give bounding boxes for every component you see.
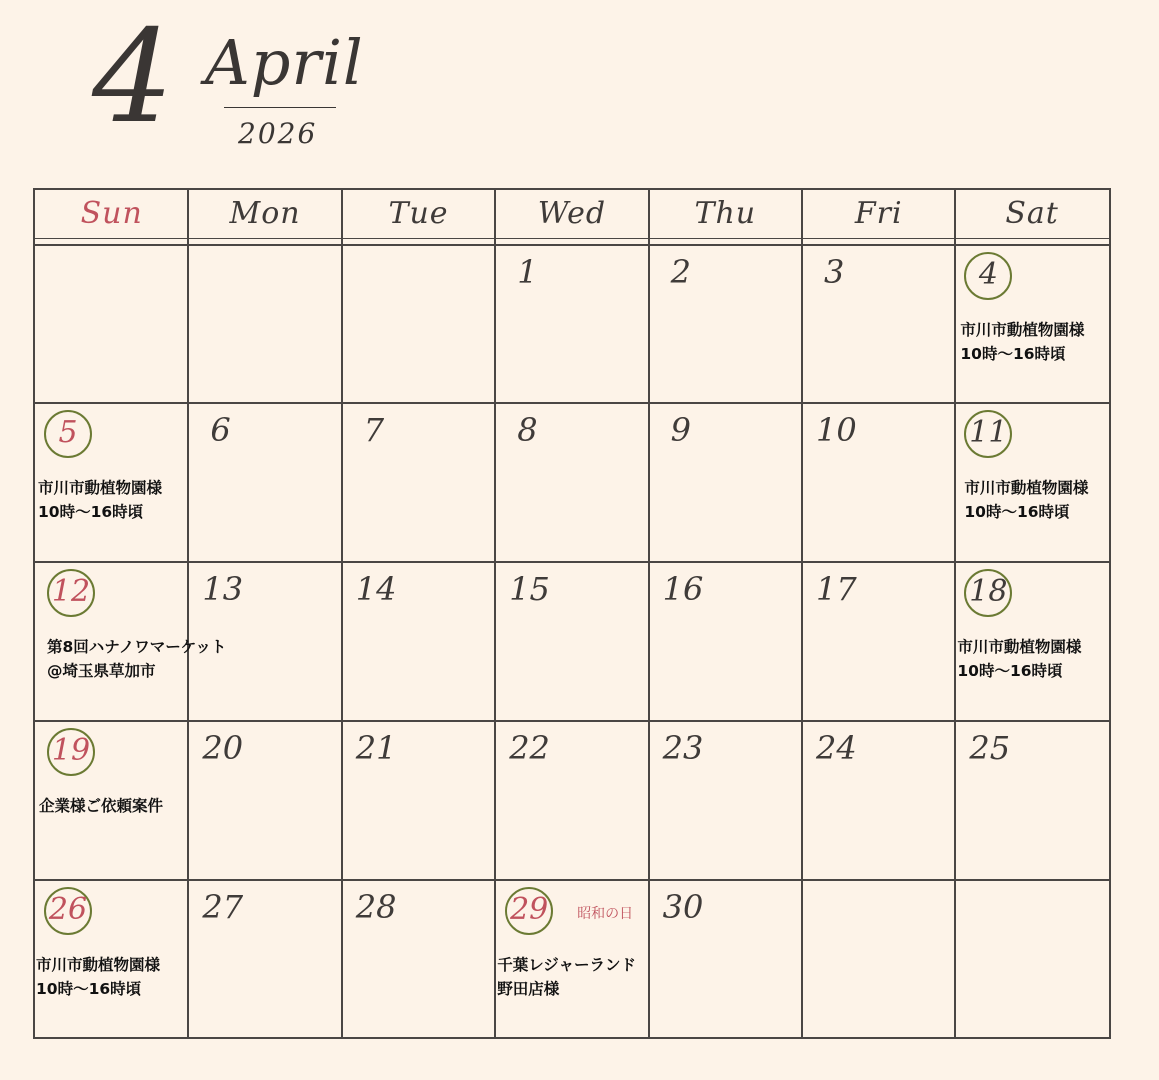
day-cell-13[interactable] [188, 563, 341, 721]
day-cell-5[interactable] [35, 404, 188, 562]
event-day-circle: 18 [964, 569, 1012, 617]
day-cell-8[interactable] [495, 404, 648, 562]
day-number: 16 [662, 570, 704, 608]
year: 2026 [238, 117, 318, 150]
day-cell-17[interactable] [802, 563, 955, 721]
month-grid [33, 188, 1111, 1039]
event-day-circle: 19 [47, 728, 95, 776]
day-number: 14 [355, 570, 397, 608]
day-cell-2[interactable] [649, 246, 802, 404]
day-number: 10 [816, 411, 857, 449]
event-line: 10時～16時頃 [38, 503, 144, 521]
event-note [497, 953, 636, 1001]
day-number: 8 [517, 411, 538, 449]
day-cell-22[interactable] [495, 722, 648, 880]
day-cell-7[interactable] [342, 404, 495, 562]
day-cell-6[interactable] [188, 404, 341, 562]
day-number: 25 [969, 729, 1011, 767]
day-number: 21 [355, 729, 397, 767]
day-cell-9[interactable] [649, 404, 802, 562]
event-line: 10時～16時頃 [36, 980, 142, 998]
day-number: 3 [824, 253, 845, 291]
weekday-mon: Mon [229, 195, 301, 231]
event-line: 10時～16時頃 [957, 662, 1063, 680]
day-number: 7 [363, 411, 385, 449]
day-cell-24[interactable] [802, 722, 955, 880]
day-cell-empty [188, 246, 341, 404]
event-line: 10時～16時頃 [964, 503, 1070, 521]
day-cell-11[interactable] [955, 404, 1108, 562]
day-number: 2 [670, 253, 691, 291]
event-day-circle: 5 [44, 410, 92, 458]
event-line: 第8回ハナノワマーケット [47, 638, 227, 656]
day-cell-empty [342, 246, 495, 404]
event-line: 野田店様 [497, 980, 560, 998]
event-line: 市川市動植物園様 [38, 479, 163, 497]
weekday-sun: Sun [80, 195, 143, 231]
event-note [39, 794, 163, 818]
event-day-circle: 4 [964, 252, 1012, 300]
event-day-circle: 29 [505, 887, 553, 935]
day-cell-29[interactable] [495, 881, 648, 1039]
day-cell-empty [802, 881, 955, 1039]
day-cell-30[interactable] [649, 881, 802, 1039]
weekday-fri: Fri [854, 195, 903, 231]
event-line: @埼玉県草加市 [47, 662, 156, 680]
day-cell-15[interactable] [495, 563, 648, 721]
day-cell-25[interactable] [955, 722, 1108, 880]
day-cell-18[interactable] [955, 563, 1108, 721]
event-line: 市川市動植物園様 [957, 638, 1082, 656]
day-cell-10[interactable] [802, 404, 955, 562]
weekday-thu: Thu [694, 195, 757, 231]
day-number: 6 [210, 411, 231, 449]
month-underline [224, 107, 336, 108]
weekday-tue: Tue [388, 195, 449, 231]
event-day-circle: 12 [47, 569, 95, 617]
event-line: 千葉レジャーランド [497, 956, 636, 974]
month-name: April [205, 26, 364, 99]
day-cell-4[interactable] [955, 246, 1108, 404]
day-cell-27[interactable] [188, 881, 341, 1039]
day-number: 9 [670, 411, 691, 449]
event-note [964, 476, 1088, 524]
day-cell-1[interactable] [495, 246, 648, 404]
month-number: 4 [92, 3, 174, 152]
event-note [36, 953, 160, 1001]
day-cell-14[interactable] [342, 563, 495, 721]
day-number: 27 [202, 888, 244, 926]
day-number: 1 [517, 253, 538, 291]
day-cell-21[interactable] [342, 722, 495, 880]
event-line: 市川市動植物園様 [964, 479, 1089, 497]
holiday-label: 昭和の日 [577, 906, 634, 922]
day-cell-empty [35, 246, 188, 404]
day-cell-16[interactable] [649, 563, 802, 721]
event-line: 市川市動植物園様 [960, 321, 1085, 339]
day-number: 22 [509, 729, 550, 767]
day-number: 23 [662, 729, 704, 767]
event-note [960, 318, 1084, 366]
day-number: 24 [816, 729, 857, 767]
event-line: 市川市動植物園様 [36, 956, 161, 974]
weekday-wed: Wed [537, 195, 607, 231]
day-number: 17 [816, 570, 857, 608]
event-day-circle: 26 [44, 887, 92, 935]
calendar-header [0, 0, 1159, 185]
day-number: 30 [662, 888, 704, 926]
day-number: 20 [202, 729, 244, 767]
event-day-circle: 11 [964, 410, 1012, 458]
day-cell-empty [955, 881, 1108, 1039]
day-cell-28[interactable] [342, 881, 495, 1039]
event-note [38, 476, 162, 524]
weekday-header-row [35, 190, 1109, 246]
day-cell-26[interactable] [35, 881, 188, 1039]
event-line: 10時～16時頃 [960, 345, 1066, 363]
day-cell-19[interactable] [35, 722, 188, 880]
day-number: 28 [355, 888, 397, 926]
day-number: 15 [509, 570, 550, 608]
day-cell-23[interactable] [649, 722, 802, 880]
event-line: 企業様ご依頼案件 [39, 797, 164, 815]
event-note [957, 635, 1081, 683]
day-cell-3[interactable] [802, 246, 955, 404]
day-number: 13 [202, 570, 244, 608]
day-cell-20[interactable] [188, 722, 341, 880]
weekday-sat: Sat [1005, 195, 1059, 231]
